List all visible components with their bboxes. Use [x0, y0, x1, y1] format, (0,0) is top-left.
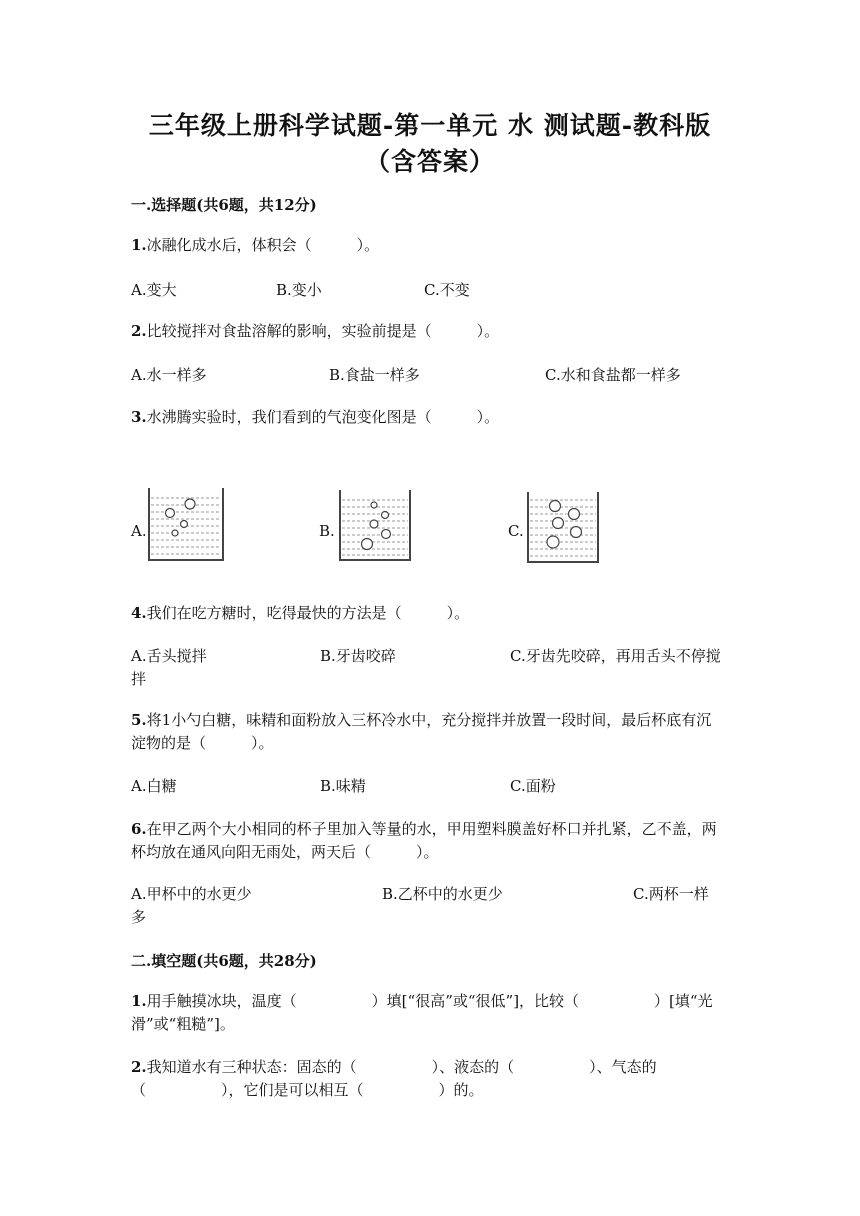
- question-text: 我们在吃方糖时，吃得最快的方法是（ ）。: [146, 604, 470, 622]
- question-number: 1.: [131, 992, 147, 1010]
- question-4: [131, 602, 721, 625]
- q2-option-b[interactable]: B.食盐一样多: [329, 366, 420, 384]
- section-heading-fill: 二.填空题(共6题，共28分): [131, 952, 317, 970]
- beaker-c-icon: [526, 490, 600, 564]
- page-title-subtitle: （含答案）: [364, 147, 495, 176]
- q4-option-b[interactable]: B.牙齿咬碎: [320, 647, 396, 665]
- q2-option-a[interactable]: A.水一样多: [131, 366, 207, 384]
- q5-option-a[interactable]: A.白糖: [131, 777, 177, 795]
- q4-option-a[interactable]: A.舌头搅拌: [131, 647, 207, 665]
- question-text: 在甲乙两个大小相同的杯子里加入等量的水，甲用塑料膜盖好杯口并扎紧，乙不盖，两杯均放在通风向阳无雨处，两天后（ ）。: [131, 820, 717, 861]
- q3-option-b[interactable]: B.: [319, 522, 335, 540]
- fill-question-2: [131, 1056, 721, 1102]
- q5-option-c[interactable]: C.面粉: [510, 777, 556, 795]
- q6-option-c[interactable]: C.两杯一样多: [131, 885, 709, 926]
- question-text: 用手触摸冰块，温度（ ）填[“很高”或“很低”]，比较（ ）[填“光滑”或“粗糙”]。: [131, 992, 713, 1033]
- question-text: 比较搅拌对食盐溶解的影响，实验前提是（ ）。: [146, 322, 500, 340]
- fill-question-1: [131, 990, 721, 1036]
- question-6: [131, 818, 721, 864]
- question-text: 水沸腾实验时，我们看到的气泡变化图是（ ）。: [146, 408, 500, 426]
- question-number: 2.: [131, 1058, 147, 1076]
- question-number: 6.: [131, 820, 147, 838]
- question-2: [131, 320, 721, 343]
- question-text: 冰融化成水后，体积会（ ）。: [146, 236, 380, 254]
- question-number: 1.: [131, 236, 147, 254]
- section-heading-choice: 一.选择题(共6题，共12分): [131, 196, 317, 214]
- q1-option-b[interactable]: B.变小: [276, 281, 322, 299]
- question-number: 3.: [131, 408, 147, 426]
- q3-option-a[interactable]: A.: [131, 522, 147, 540]
- q1-option-c[interactable]: C.不变: [424, 281, 470, 299]
- question-number: 4.: [131, 604, 147, 622]
- page-title: 三年级上册科学试题-第一单元 水 测试题-教科版: [148, 111, 712, 140]
- q2-option-c[interactable]: C.水和食盐都一样多: [545, 366, 681, 384]
- question-text: 将1小勺白糖，味精和面粉放入三杯冷水中，充分搅拌并放置一段时间，最后杯底有沉淀物的是（ ）。: [131, 711, 712, 752]
- q6-option-a[interactable]: A.甲杯中的水更少: [131, 885, 252, 903]
- q3-option-c[interactable]: C.: [508, 522, 524, 540]
- q4-option-c[interactable]: C.牙齿先咬碎，再用舌头不停搅拌: [131, 647, 721, 688]
- beaker-b-icon: [338, 488, 412, 562]
- question-5: [131, 709, 721, 755]
- question-number: 2.: [131, 322, 147, 340]
- q6-option-b[interactable]: B.乙杯中的水更少: [382, 885, 503, 903]
- beaker-a-icon: [147, 486, 225, 562]
- question-3: [131, 406, 721, 429]
- q1-option-a[interactable]: A.变大: [131, 281, 177, 299]
- question-1: [131, 234, 721, 257]
- question-number: 5.: [131, 711, 147, 729]
- q5-option-b[interactable]: B.味精: [320, 777, 366, 795]
- question-text: 我知道水有三种状态：固态的（ ）、液态的（ ）、气态的（ ），它们是可以相互（ ）的。: [131, 1058, 657, 1099]
